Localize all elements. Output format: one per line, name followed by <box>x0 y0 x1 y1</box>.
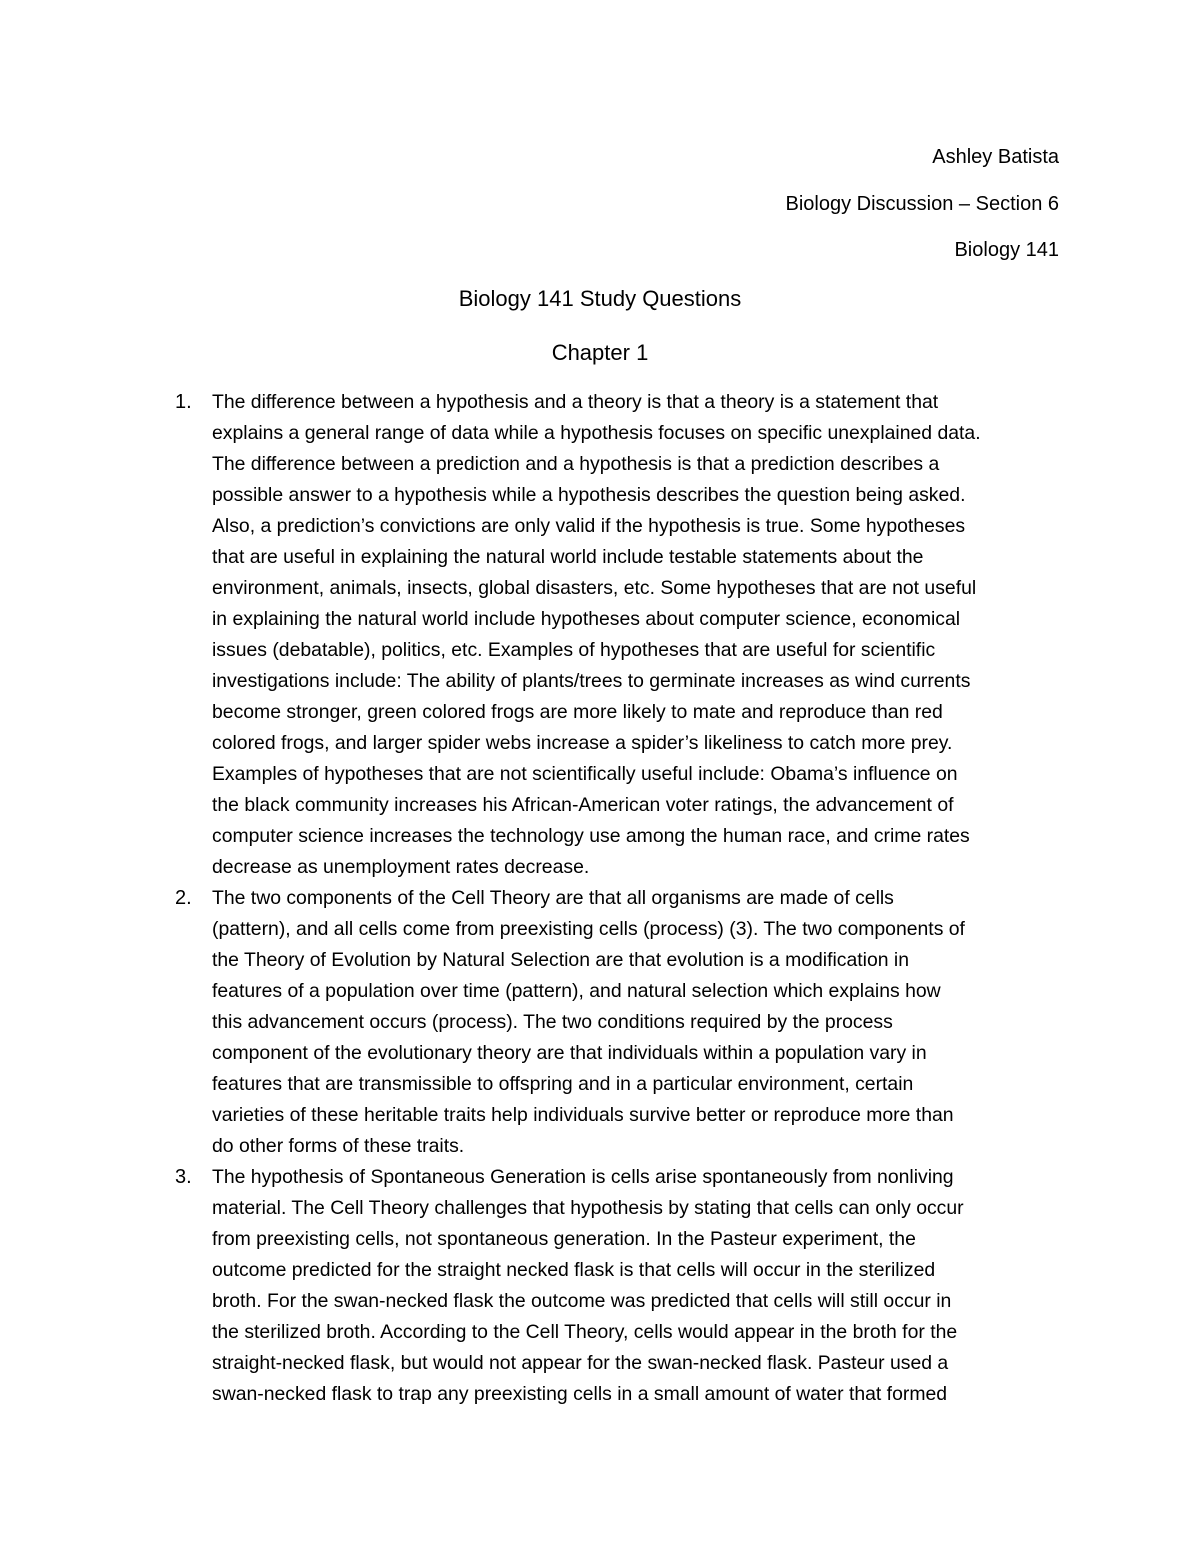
question-1-line: in explaining the natural world include hypotheses about computer science, economical <box>212 608 961 630</box>
document-title: Biology 141 Study Questions <box>458 286 742 311</box>
question-2-line: do other forms of these traits. <box>212 1135 465 1157</box>
question-1-line: computer science increases the technology use among the human race, and crime rates <box>212 825 970 847</box>
question-2-line: (pattern), and all cells come from preexisting cells (process) (3). The two components of <box>212 918 965 940</box>
question-1-number: 1. <box>175 391 192 413</box>
question-1-line: possible answer to a hypothesis while a hypothesis describes the question being asked. <box>212 484 966 506</box>
question-1-line: investigations include: The ability of plants/trees to germinate increases as wind currents <box>212 670 971 692</box>
question-1-line: colored frogs, and larger spider webs increase a spider’s likeliness to catch more prey. <box>212 732 953 754</box>
question-3-line: the sterilized broth. According to the Cell Theory, cells would appear in the broth for the <box>212 1321 958 1343</box>
question-1-line: The difference between a hypothesis and a theory is that a theory is a statement that <box>212 391 939 413</box>
question-2-line: features of a population over time (pattern), and natural selection which explains how <box>212 980 941 1002</box>
discussion-section: Biology Discussion – Section 6 <box>785 193 1059 215</box>
question-3-line: swan-necked flask to trap any preexisting cells in a small amount of water that formed <box>212 1383 948 1405</box>
question-1-line: explains a general range of data while a hypothesis focuses on specific unexplained data. <box>212 422 981 444</box>
question-2-line: varieties of these heritable traits help individuals survive better or reproduce more than <box>212 1104 954 1126</box>
question-2-number: 2. <box>175 887 192 909</box>
question-1-line: The difference between a prediction and a hypothesis is that a prediction describes a <box>212 453 940 475</box>
question-2-line: this advancement occurs (process). The two conditions required by the process <box>212 1011 893 1033</box>
question-1-line: become stronger, green colored frogs are more likely to mate and reproduce than red <box>212 701 943 723</box>
question-3-line: from preexisting cells, not spontaneous generation. In the Pasteur experiment, the <box>212 1228 916 1250</box>
question-1-line: Examples of hypotheses that are not scientifically useful include: Obama’s influence on <box>212 763 958 785</box>
question-2-line: component of the evolutionary theory are that individuals within a population vary in <box>212 1042 927 1064</box>
question-2-line: the Theory of Evolution by Natural Selection are that evolution is a modification in <box>212 949 910 971</box>
question-3-number: 3. <box>175 1166 192 1188</box>
question-2-line: features that are transmissible to offspring and in a particular environment, certain <box>212 1073 914 1095</box>
question-1-line: Also, a prediction’s convictions are only valid if the hypothesis is true. Some hypotheses <box>212 515 966 537</box>
course-name: Biology 141 <box>954 239 1059 261</box>
question-1-line: the black community increases his African-American voter ratings, the advancement of <box>212 794 954 816</box>
question-3-line: The hypothesis of Spontaneous Generation is cells arise spontaneously from nonliving <box>212 1166 954 1188</box>
question-1-line: that are useful in explaining the natural world include testable statements about the <box>212 546 924 568</box>
question-1-line: environment, animals, insects, global disasters, etc. Some hypotheses that are not useful <box>212 577 977 599</box>
question-3-line: broth. For the swan-necked flask the outcome was predicted that cells will still occur in <box>212 1290 952 1312</box>
question-2-line: The two components of the Cell Theory are that all organisms are made of cells <box>212 887 894 909</box>
question-1-line: decrease as unemployment rates decrease. <box>212 856 590 878</box>
question-1-line: issues (debatable), politics, etc. Examples of hypotheses that are useful for scientific <box>212 639 936 661</box>
question-3-line: material. The Cell Theory challenges that hypothesis by stating that cells can only occur <box>212 1197 964 1219</box>
author-name: Ashley Batista <box>932 146 1059 168</box>
question-3-line: outcome predicted for the straight necked flask is that cells will occur in the sterilized <box>212 1259 936 1281</box>
question-3-line: straight-necked flask, but would not appear for the swan-necked flask. Pasteur used a <box>212 1352 949 1374</box>
chapter-heading: Chapter 1 <box>551 340 649 365</box>
